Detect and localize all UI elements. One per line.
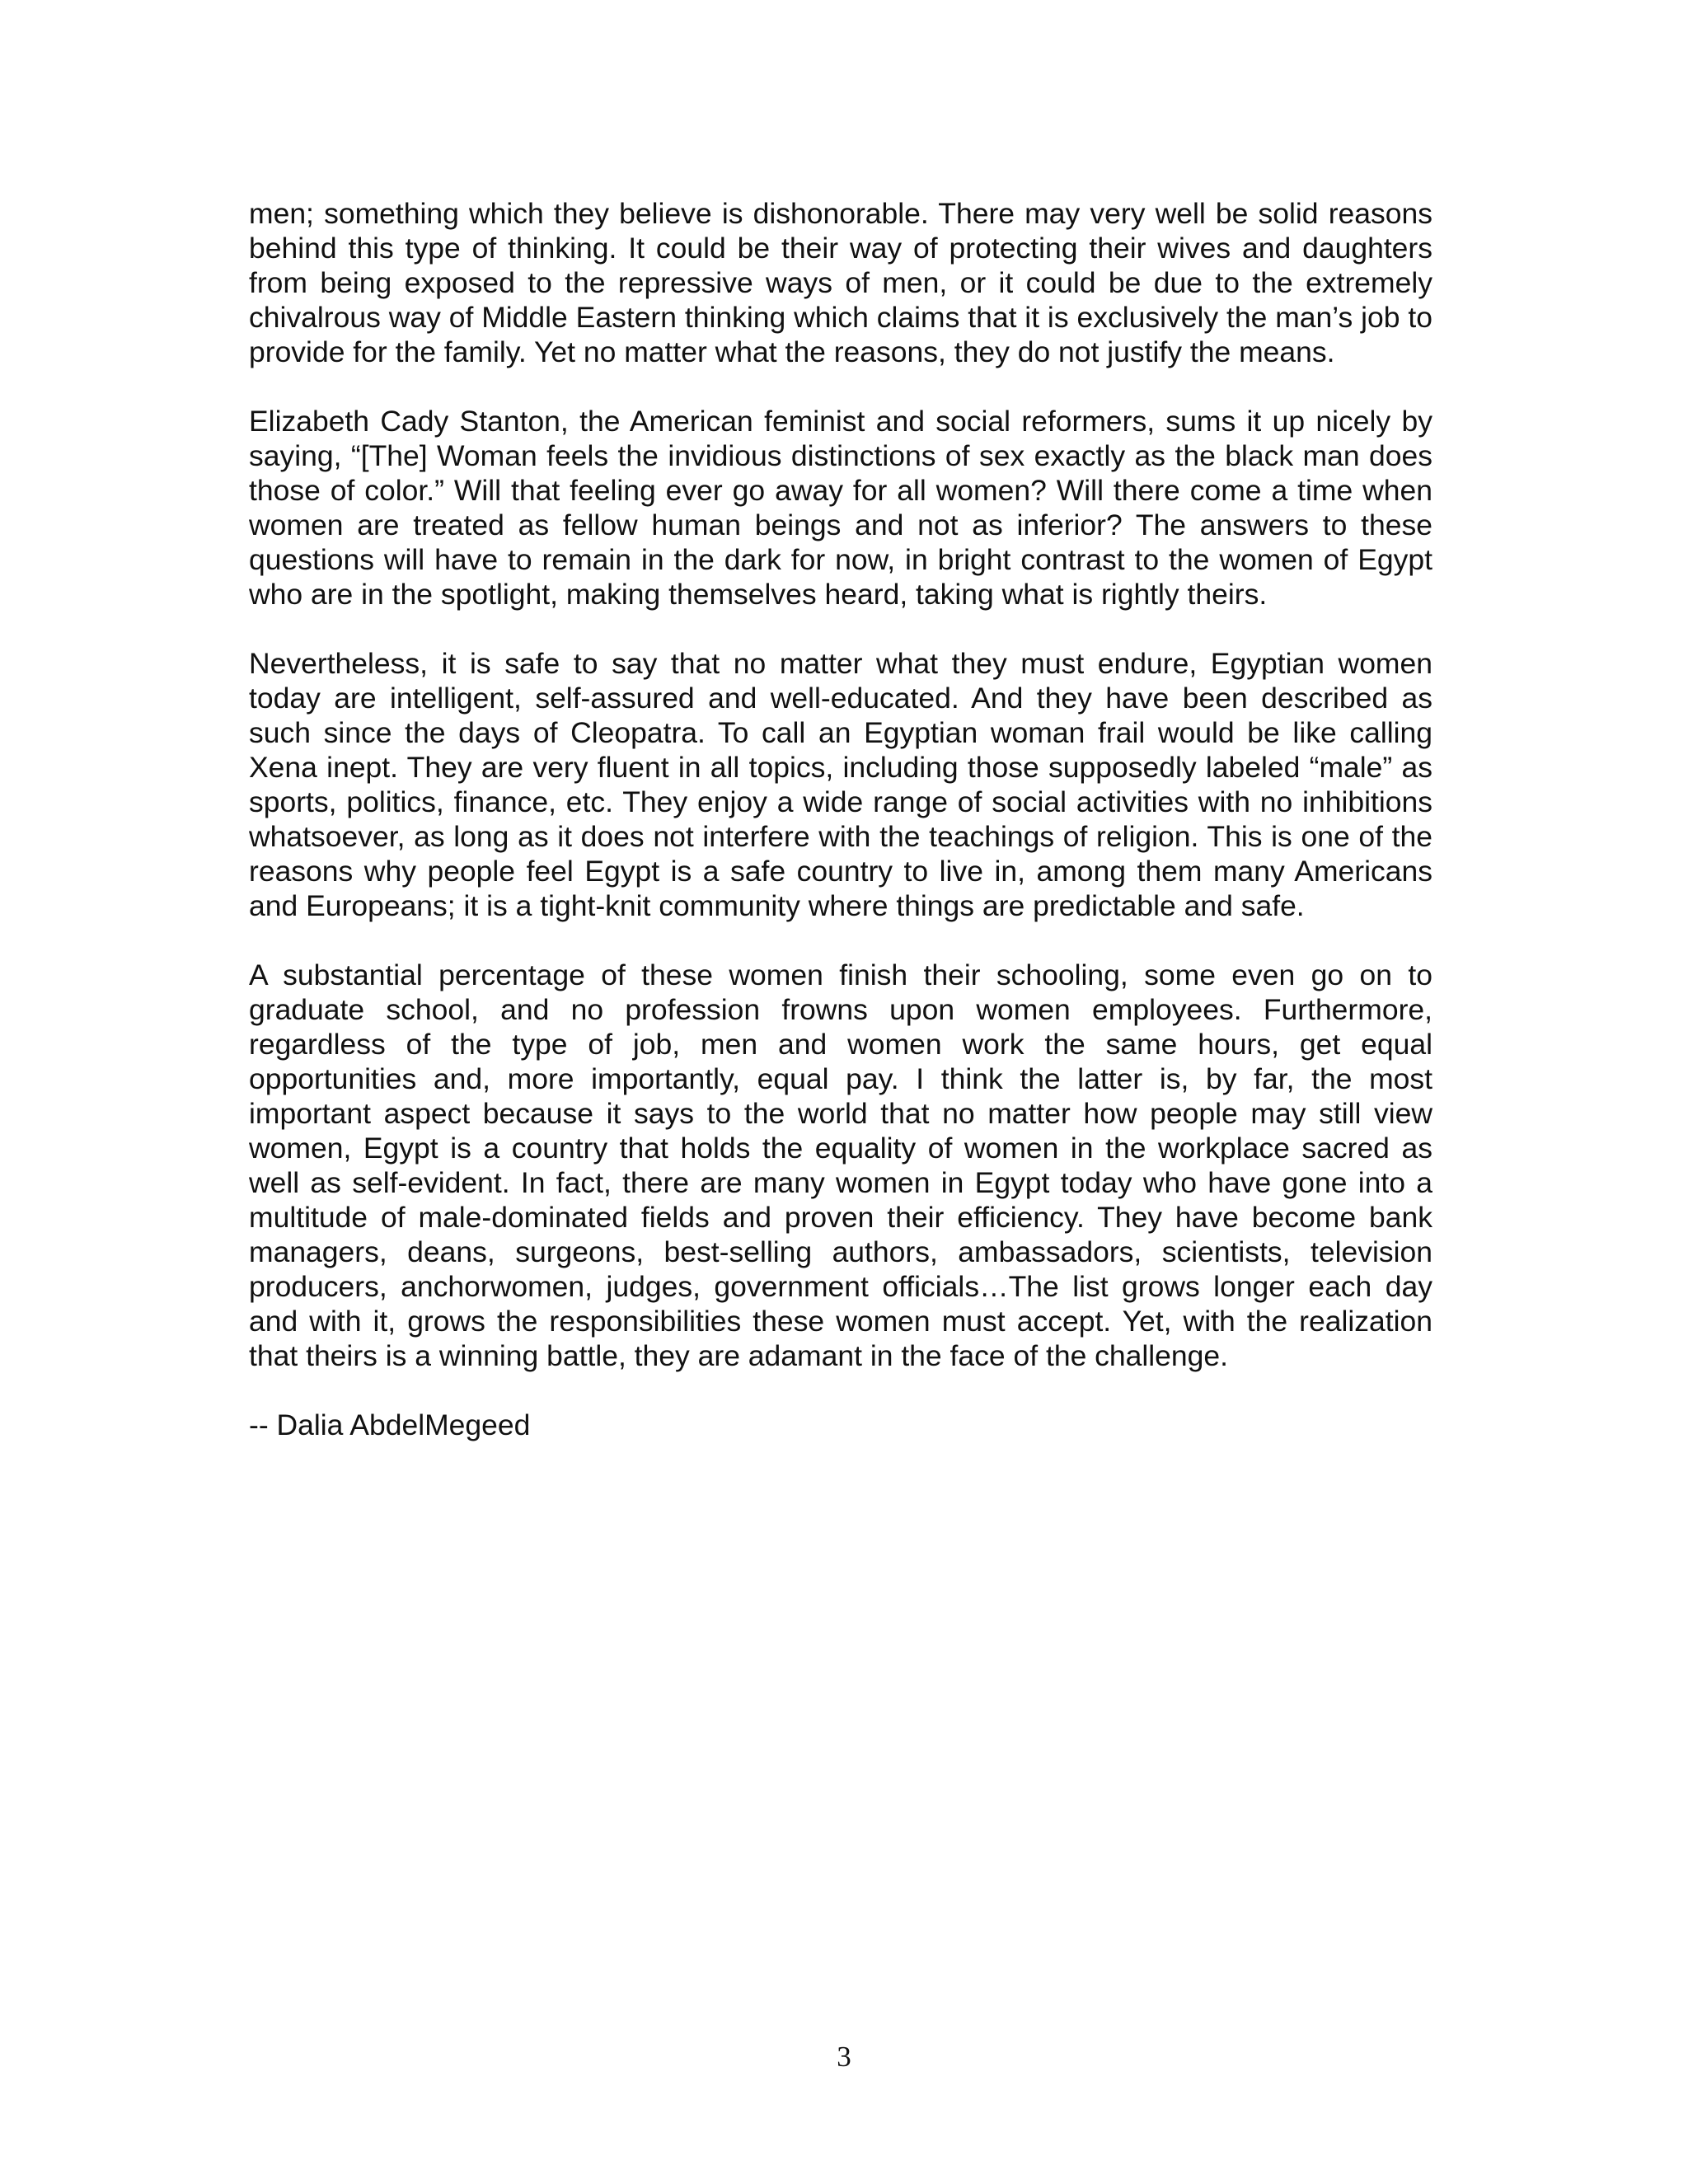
paragraph-3: Nevertheless, it is safe to say that no matter what they must endure, Egyptian women today are intelligent, self-assured and well-educated. And they have been described as such since the days of Cleopatra. To call an Egyptian woman frail would be like calling Xena inept. They are very fluent in all topics, including those supposedly labeled “male” as sports, politics, finance, etc. They enjoy a wide range of social activities with no inhibitions whatsoever, as long as it does not interfere with the teachings of religion. This is one of the reasons why people feel Egypt is a safe country to live in, among them many Americans and Europeans; it is a tight-knit community where things are predictable and safe. — [249, 647, 1432, 922]
body-text — [249, 196, 1432, 1442]
page-number: 3 — [837, 2041, 851, 2073]
paragraph-4: A substantial percentage of these women finish their schooling, some even go on to graduate school, and no profession frowns upon women employees. Furthermore, regardless of the type of job, men and women work the same hours, get equal opportunities and, more importantly, equal pay. I think the latter is, by far, the most important aspect because it says to the world that no matter how people may still view women, Egypt is a country that holds the equality of women in the workplace sacred as well as self-evident. In fact, there are many women in Egypt today who have gone into a multitude of male-dominated fields and proven their efficiency. They have become bank managers, deans, surgeons, best-selling authors, ambassadors, scientists, television producers, anchorwomen, judges, government officials…The list grows longer each day and with it, grows the responsibilities these women must accept. Yet, with the realization that theirs is a winning battle, they are adamant in the face of the challenge. — [249, 958, 1432, 1372]
author-signature: -- Dalia AbdelMegeed — [249, 1408, 531, 1441]
paragraph-1: men; something which they believe is dishonorable. There may very well be solid reasons behind this type of thinking. It could be their way of protecting their wives and daughters from being exposed to the repressive ways of men, or it could be due to the extremely chivalrous way of Middle Eastern thinking which claims that it is exclusively the man’s job to provide for the family. Yet no matter what the reasons, they do not justify the means. — [249, 197, 1432, 368]
paragraph-2: Elizabeth Cady Stanton, the American feminist and social reformers, sums it up nicely by saying, “[The] Woman feels the invidious distinctions of sex exactly as the black man does those of color.” Will that feeling ever go away for all women? Will there come a time when women are treated as fellow human beings and not as inferior? The answers to these questions will have to remain in the dark for now, in bright contrast to the women of Egypt who are in the spotlight, making themselves heard, taking what is rightly theirs. — [249, 405, 1432, 611]
